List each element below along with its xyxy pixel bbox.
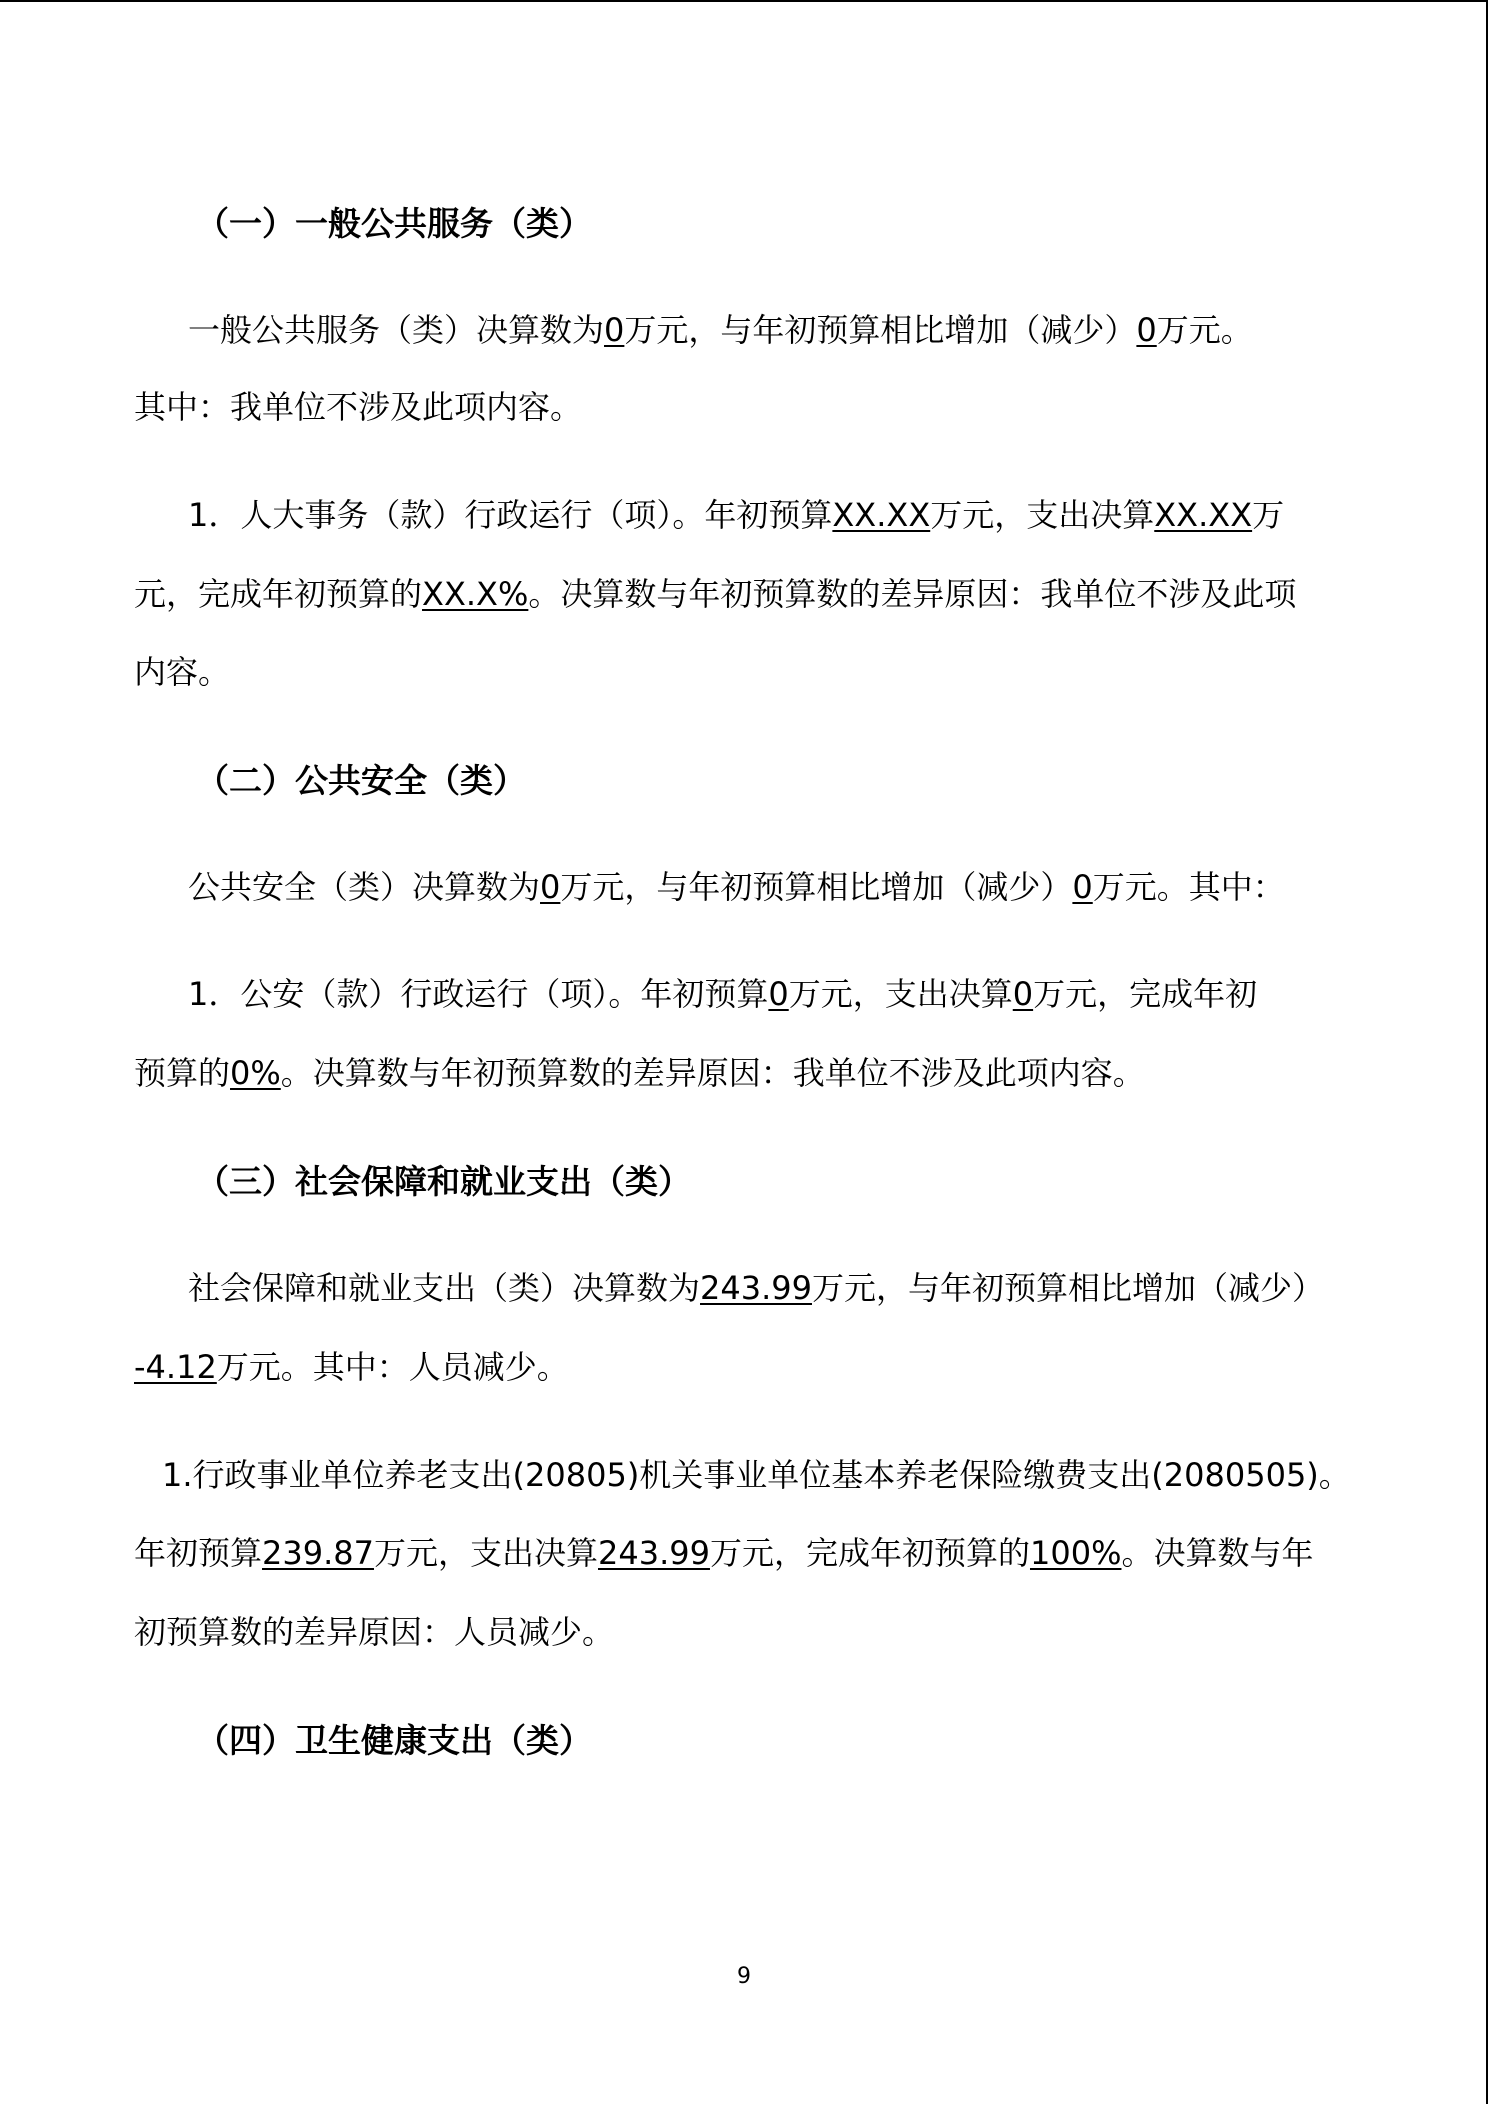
section-3-item-line2: 年初预算239.87万元，支出决算243.99万元，完成年初预算的100%。决算数与年: [134, 1534, 1314, 1572]
section-1-summary-line2: 其中：我单位不涉及此项内容。: [134, 388, 583, 426]
section-2-item-line2: 预算的0%。决算数与年初预算数的差异原因：我单位不涉及此项内容。: [134, 1054, 1145, 1092]
page-number: 9: [737, 1964, 751, 1989]
section-2-summary: 公共安全（类）决算数为0万元，与年初预算相比增加（减少）0万元。其中：: [188, 868, 1285, 906]
value-underlined: -4.12: [134, 1348, 217, 1386]
value-underlined: 0: [1012, 975, 1034, 1013]
value-underlined: 100%: [1029, 1534, 1122, 1572]
section-2-item-line1: 1．公安（款）行政运行（项）。年初预算0万元，支出决算0万元，完成年初: [188, 975, 1258, 1013]
value-underlined: 0: [604, 311, 625, 349]
section-3-summary-line1: 社会保障和就业支出（类）决算数为243.99万元，与年初预算相比增加（减少）: [188, 1269, 1324, 1307]
value-underlined: XX.XX: [1154, 496, 1253, 534]
section-3-item-line1: 1.行政事业单位养老支出(20805)机关事业单位基本养老保险缴费支出(2080505)。: [162, 1456, 1351, 1494]
value-underlined: XX.X%: [422, 575, 529, 613]
value-underlined: 0: [768, 975, 789, 1013]
section-1-item-line1: 1．人大事务（款）行政运行（项）。年初预算XX.XX万元，支出决算XX.XX万: [188, 496, 1285, 534]
section-heading-4: （四）卫生健康支出（类）: [196, 1721, 592, 1760]
section-1-summary: 一般公共服务（类）决算数为0万元，与年初预算相比增加（减少）0万元。: [188, 311, 1253, 349]
section-heading-1: （一）一般公共服务（类）: [196, 204, 592, 243]
value-underlined: 0: [540, 868, 561, 906]
section-1-item-line3: 内容。: [134, 653, 231, 691]
value-underlined: 0%: [230, 1054, 281, 1092]
section-3-item-line3: 初预算数的差异原因：人员减少。: [134, 1613, 615, 1651]
value-underlined: 243.99: [598, 1534, 710, 1572]
section-1-item-line2: 元，完成年初预算的XX.X%。决算数与年初预算数的差异原因：我单位不涉及此项: [134, 575, 1297, 613]
value-underlined: 243.99: [700, 1269, 812, 1307]
value-underlined: XX.XX: [832, 496, 931, 534]
value-underlined: 0: [1136, 311, 1157, 349]
section-heading-2: （二）公共安全（类）: [196, 761, 526, 800]
value-underlined: 0: [1072, 868, 1093, 906]
value-underlined: 239.87: [262, 1534, 374, 1572]
section-3-summary-line2: -4.12万元。其中：人员减少。: [134, 1348, 569, 1386]
section-heading-3: （三）社会保障和就业支出（类）: [196, 1162, 691, 1201]
